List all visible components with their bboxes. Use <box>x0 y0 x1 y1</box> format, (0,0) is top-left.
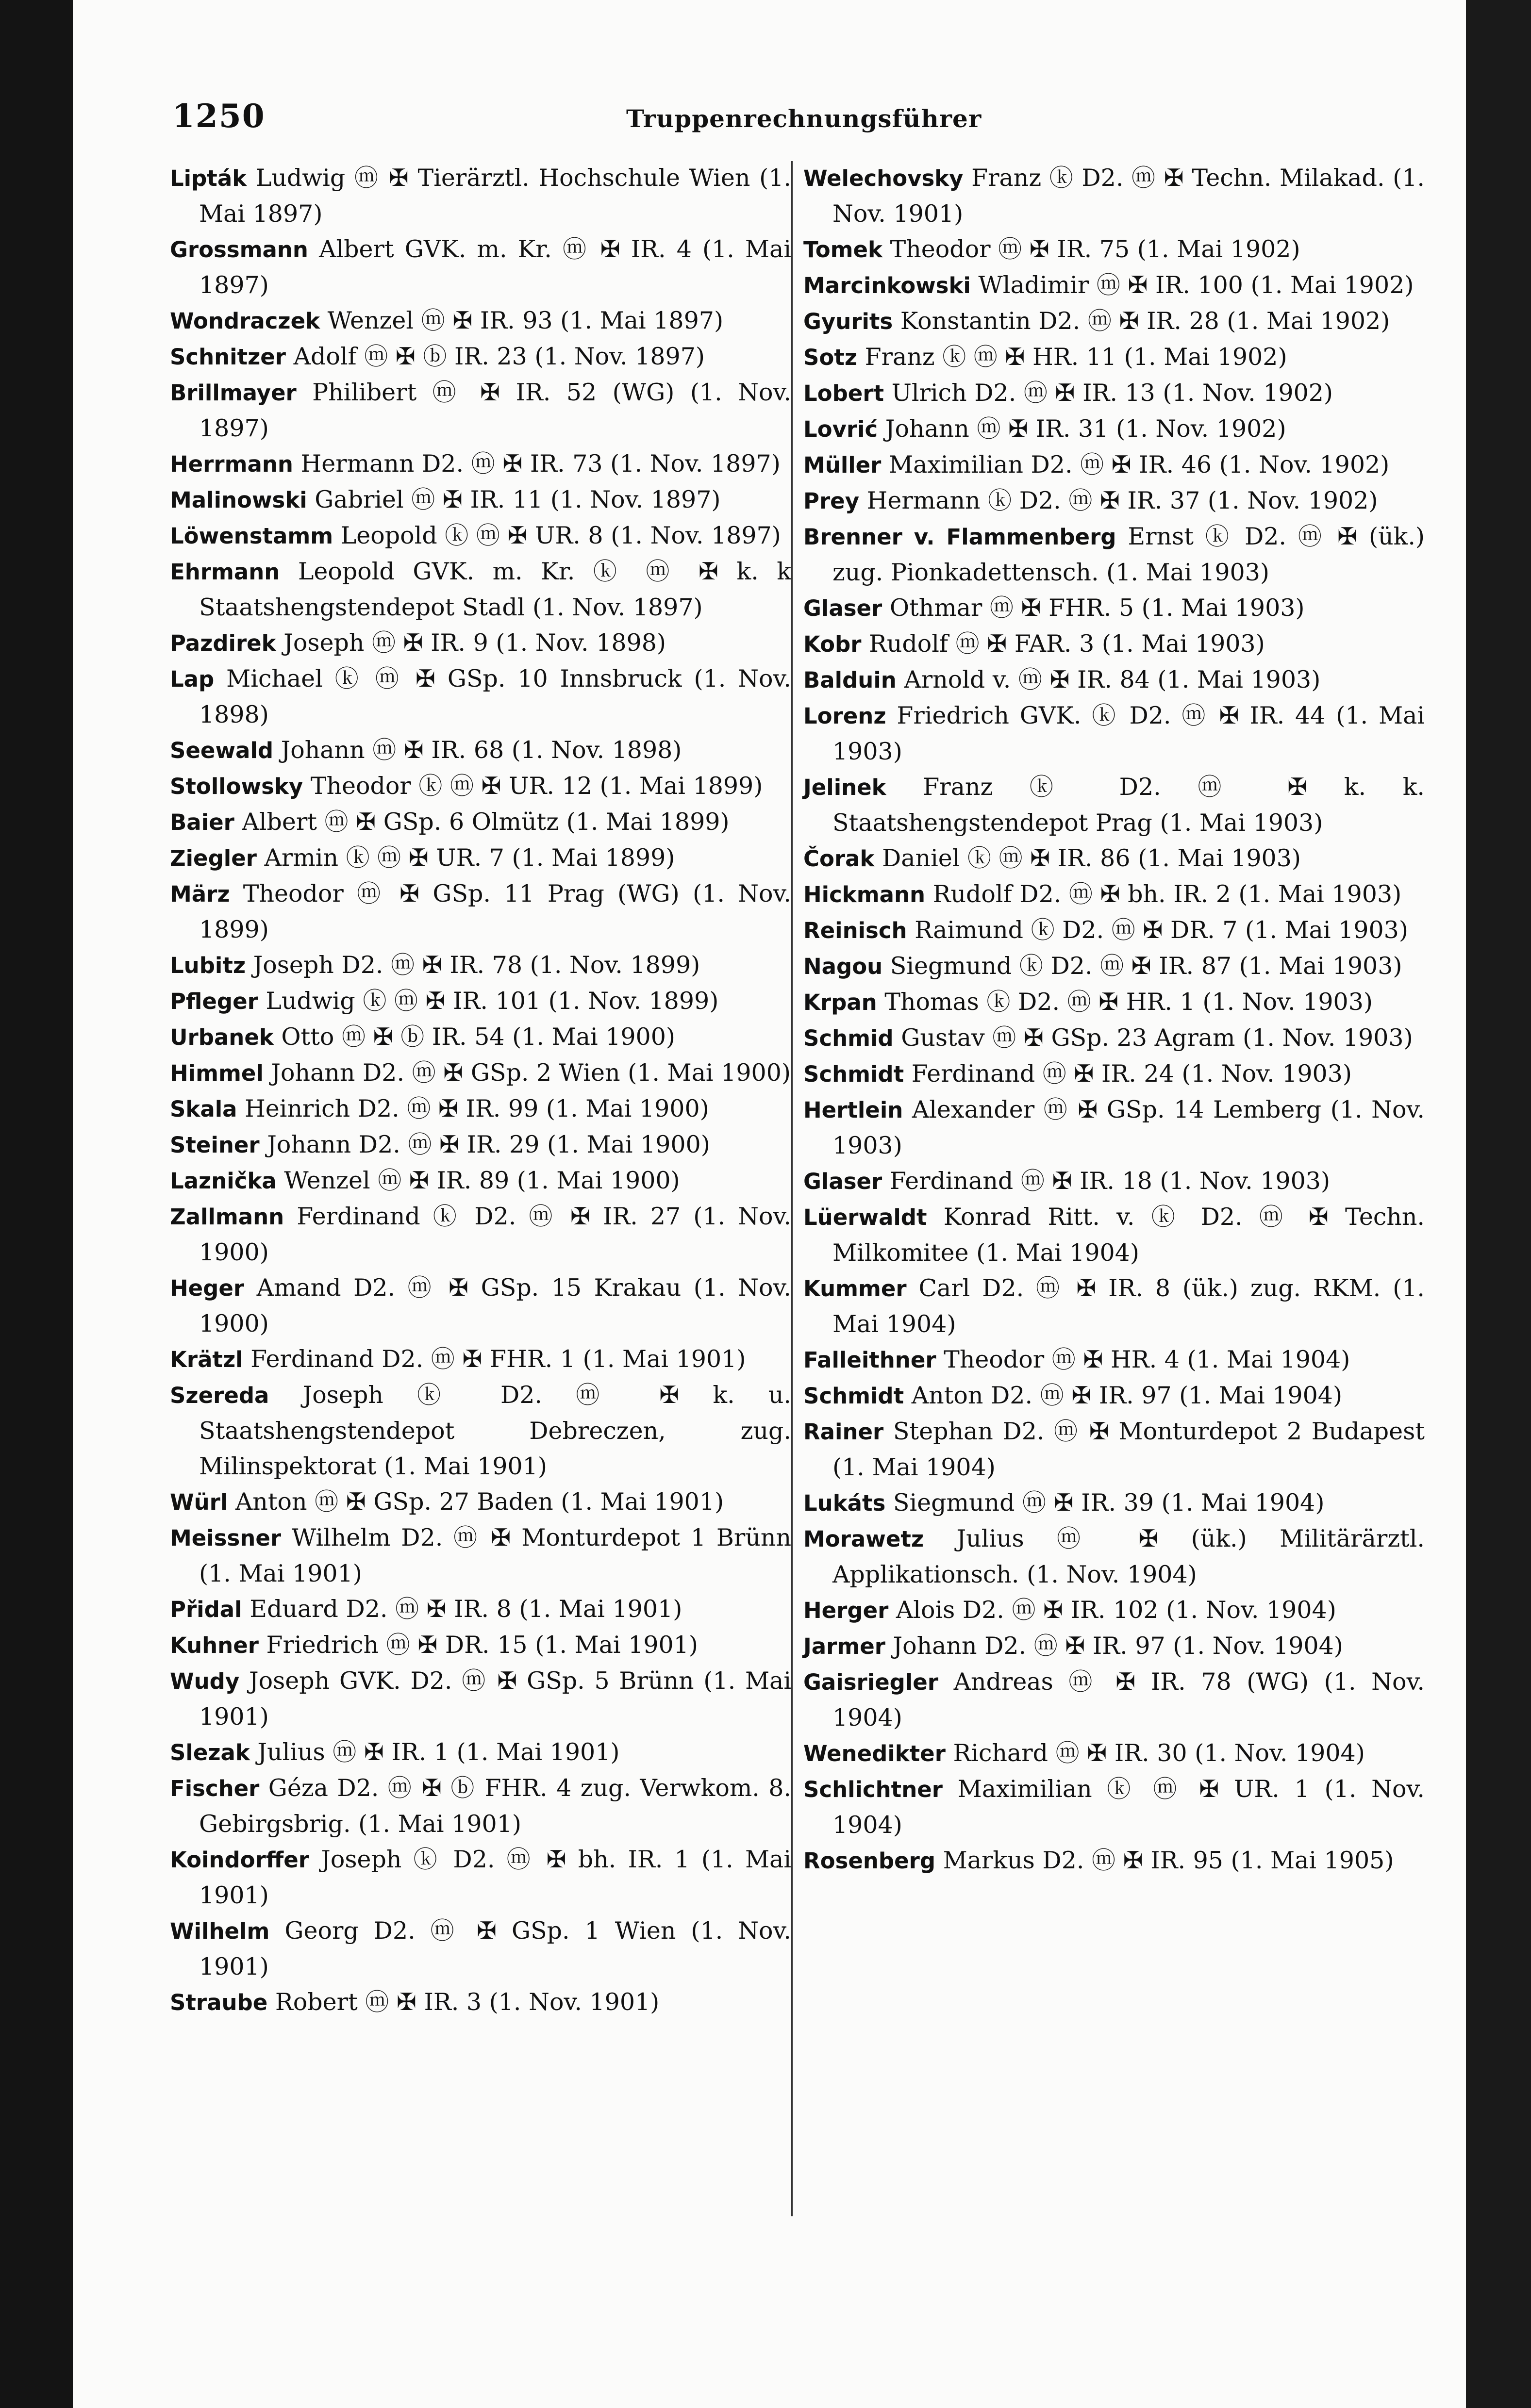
entry-surname: Rainer <box>803 1419 884 1445</box>
entry-surname: Baier <box>170 809 234 835</box>
entry-details: Leopold GVK. m. Kr. ⓚ ⓜ ✠ k. k Staatshengstendepot Stadl (1. Nov. 1897) <box>199 558 791 621</box>
entry-details: Rudolf D2. ⓜ ✠ bh. IR. 2 (1. Mai 1903) <box>932 880 1402 908</box>
entry-surname: März <box>170 881 230 907</box>
entry-surname: Přidal <box>170 1597 242 1622</box>
left-column <box>170 160 791 2020</box>
entry-details: Theodor ⓚ ⓜ ✠ UR. 12 (1. Mai 1899) <box>310 772 763 800</box>
entry-details: Georg D2. ⓜ ✠ GSp. 1 Wien (1. Nov. 1901) <box>199 1917 791 1980</box>
entry-surname: Glaser <box>803 595 882 621</box>
register-entry <box>170 1199 791 1270</box>
register-entry <box>803 626 1425 662</box>
entry-surname: Skala <box>170 1096 237 1122</box>
register-entry <box>170 768 791 804</box>
register-entry <box>170 625 791 661</box>
right-column <box>803 160 1425 1879</box>
register-entry <box>170 1663 791 1734</box>
entry-details: Julius ⓜ ✠ (ük.) Militärärztl. Applikationsch. (1. Nov. 1904) <box>832 1525 1425 1588</box>
entry-details: Arnold v. ⓜ ✠ IR. 84 (1. Mai 1903) <box>904 666 1321 693</box>
register-entry <box>170 518 791 554</box>
register-entry <box>170 1341 791 1377</box>
entry-details: Amand D2. ⓜ ✠ GSp. 15 Krakau (1. Nov. 1900) <box>199 1274 791 1337</box>
entry-details: Eduard D2. ⓜ ✠ IR. 8 (1. Mai 1901) <box>250 1595 682 1623</box>
entry-details: Adolf ⓜ ✠ ⓑ IR. 23 (1. Nov. 1897) <box>293 343 705 370</box>
register-entry <box>803 590 1425 626</box>
entry-details: Thomas ⓚ D2. ⓜ ✠ HR. 1 (1. Nov. 1903) <box>884 988 1373 1016</box>
scan-border-left <box>0 0 73 2408</box>
entry-details: Ludwig ⓜ ✠ Tierärztl. Hochschule Wien (1. Mai 1897) <box>199 164 792 228</box>
register-entry <box>803 1056 1425 1092</box>
entry-surname: Lobert <box>803 380 884 406</box>
entry-surname: Marcinkowski <box>803 273 971 298</box>
entry-surname: Sotz <box>803 345 858 370</box>
entry-surname: Nagou <box>803 954 883 979</box>
entry-details: Ferdinand ⓚ D2. ⓜ ✠ IR. 27 (1. Nov. 1900) <box>199 1203 792 1266</box>
register-entry <box>803 1592 1425 1628</box>
register-entry <box>170 1770 791 1842</box>
entry-details: Franz ⓚ D2. ⓜ ✠ Techn. Milakad. (1. Nov. 1901) <box>832 164 1425 228</box>
entry-surname: Müller <box>803 452 882 478</box>
entry-surname: Schmidt <box>803 1061 904 1087</box>
entry-details: Alexander ⓜ ✠ GSp. 14 Lemberg (1. Nov. 1903) <box>832 1096 1425 1159</box>
entry-surname: Glaser <box>803 1169 882 1194</box>
entry-surname: Urbanek <box>170 1024 274 1050</box>
entry-surname: Ehrmann <box>170 559 280 585</box>
entry-details: Siegmund ⓜ ✠ IR. 39 (1. Mai 1904) <box>893 1489 1325 1517</box>
entry-surname: Falleithner <box>803 1347 936 1373</box>
entry-surname: Fischer <box>170 1776 260 1801</box>
entry-details: Ferdinand D2. ⓜ ✠ FHR. 1 (1. Mai 1901) <box>250 1345 746 1373</box>
entry-details: Konrad Ritt. v. ⓚ D2. ⓜ ✠ Techn. Milkomitee (1. Mai 1904) <box>832 1203 1425 1267</box>
register-entry <box>803 303 1425 339</box>
entry-details: Ferdinand ⓜ ✠ IR. 24 (1. Nov. 1903) <box>911 1060 1352 1088</box>
entry-surname: Prey <box>803 488 860 514</box>
register-entry <box>803 1342 1425 1378</box>
entry-surname: Straube <box>170 1990 268 2015</box>
register-entry <box>803 483 1425 519</box>
register-entry <box>170 1127 791 1163</box>
entry-surname: Wudy <box>170 1668 240 1694</box>
entry-details: Markus D2. ⓜ ✠ IR. 95 (1. Mai 1905) <box>943 1847 1394 1874</box>
entry-details: Joseph ⓚ D2. ⓜ ✠ k. u. Staatshengstendepot Debreczen, zug. Milinspektorat (1. Mai 1901) <box>199 1381 791 1480</box>
register-entry <box>803 1092 1425 1163</box>
entry-details: Heinrich D2. ⓜ ✠ IR. 99 (1. Mai 1900) <box>245 1095 709 1122</box>
entry-surname: Seewald <box>170 738 274 763</box>
entry-surname: Lüerwaldt <box>803 1204 927 1230</box>
entry-details: Andreas ⓜ ✠ IR. 78 (WG) (1. Nov. 1904) <box>832 1668 1425 1732</box>
entry-surname: Pfleger <box>170 989 258 1014</box>
entry-details: Johann D2. ⓜ ✠ IR. 97 (1. Nov. 1904) <box>893 1632 1343 1660</box>
register-entry <box>170 947 791 983</box>
entry-details: Hermann ⓚ D2. ⓜ ✠ IR. 37 (1. Nov. 1902) <box>866 487 1378 514</box>
register-entry <box>170 876 791 947</box>
register-entry <box>170 1520 791 1591</box>
entry-details: Richard ⓜ ✠ IR. 30 (1. Nov. 1904) <box>953 1739 1365 1767</box>
entry-surname: Hickmann <box>803 882 926 907</box>
entry-surname: Herger <box>803 1598 889 1623</box>
register-entry <box>170 1842 791 1913</box>
entry-surname: Wenedikter <box>803 1741 946 1766</box>
register-entry <box>803 769 1425 841</box>
register-entry <box>803 1664 1425 1735</box>
register-entry <box>803 1771 1425 1843</box>
entry-surname: Würl <box>170 1489 228 1515</box>
entry-surname: Welechovsky <box>803 165 964 191</box>
register-entry <box>803 1163 1425 1199</box>
entry-surname: Wondraczek <box>170 308 320 334</box>
entry-surname: Tomek <box>803 237 882 263</box>
entry-details: Johann D2. ⓜ ✠ GSp. 2 Wien (1. Mai 1900) <box>271 1059 791 1087</box>
register-entry <box>803 948 1425 984</box>
register-entry <box>170 303 791 339</box>
entry-surname: Lipták <box>170 165 247 191</box>
entry-details: Wilhelm D2. ⓜ ✠ Monturdepot 1 Brünn (1. Mai 1901) <box>199 1524 791 1587</box>
entry-surname: Löwenstamm <box>170 523 333 549</box>
entry-details: Franz ⓚ ⓜ ✠ HR. 11 (1. Mai 1902) <box>865 343 1287 371</box>
entry-details: Ernst ⓚ D2. ⓜ ✠ (ük.) zug. Pionkadettensch. (1. Mai 1903) <box>832 523 1425 586</box>
register-entry <box>170 1484 791 1520</box>
entry-surname: Schlichtner <box>803 1777 943 1802</box>
entry-surname: Brenner v. Flammenberg <box>803 524 1116 550</box>
entry-details: Albert ⓜ ✠ GSp. 6 Olmütz (1. Mai 1899) <box>242 808 730 836</box>
entry-details: Joseph GVK. D2. ⓜ ✠ GSp. 5 Brünn (1. Mai 1901) <box>199 1667 792 1731</box>
entry-details: Ludwig ⓚ ⓜ ✠ IR. 101 (1. Nov. 1899) <box>266 987 719 1015</box>
entry-surname: Lovrić <box>803 416 878 442</box>
entry-details: Maximilian D2. ⓜ ✠ IR. 46 (1. Nov. 1902) <box>888 451 1390 478</box>
entry-surname: Lap <box>170 666 215 692</box>
entry-details: Rudolf ⓜ ✠ FAR. 3 (1. Mai 1903) <box>868 630 1265 658</box>
register-entry <box>803 662 1425 698</box>
register-entry <box>170 554 791 625</box>
register-entry <box>803 1020 1425 1056</box>
entry-surname: Schmidt <box>803 1383 904 1409</box>
entry-details: Alois D2. ⓜ ✠ IR. 102 (1. Nov. 1904) <box>896 1596 1336 1624</box>
register-entry <box>803 1378 1425 1414</box>
register-entry <box>803 841 1425 876</box>
running-head: Truppenrechnungsführer <box>626 104 982 133</box>
entry-surname: Laznička <box>170 1168 277 1194</box>
entry-surname: Malinowski <box>170 487 307 513</box>
entry-details: Johann ⓜ ✠ IR. 31 (1. Nov. 1902) <box>885 415 1286 443</box>
register-entry <box>803 411 1425 447</box>
entry-details: Anton D2. ⓜ ✠ IR. 97 (1. Mai 1904) <box>911 1382 1343 1409</box>
entry-surname: Slezak <box>170 1740 250 1765</box>
entry-surname: Krätzl <box>170 1347 243 1372</box>
register-entry <box>170 661 791 732</box>
entry-details: Friedrich GVK. ⓚ D2. ⓜ ✠ IR. 44 (1. Mai 1903) <box>832 702 1425 765</box>
register-entry <box>170 1984 791 2020</box>
entry-details: Michael ⓚ ⓜ ✠ GSp. 10 Innsbruck (1. Nov. 1898) <box>199 665 792 728</box>
entry-surname: Pazdirek <box>170 630 276 656</box>
entry-details: Otto ⓜ ✠ ⓑ IR. 54 (1. Mai 1900) <box>281 1023 676 1051</box>
register-entry <box>170 1163 791 1199</box>
entry-details: Wladimir ⓜ ✠ IR. 100 (1. Mai 1902) <box>978 271 1414 299</box>
register-entry <box>170 1377 791 1484</box>
entry-details: Joseph ⓜ ✠ IR. 9 (1. Nov. 1898) <box>283 629 666 657</box>
entry-surname: Lukáts <box>803 1490 886 1516</box>
entry-surname: Rosenberg <box>803 1848 936 1874</box>
entry-details: Philibert ⓜ ✠ IR. 52 (WG) (1. Nov. 1897) <box>199 379 791 442</box>
entry-details: Siegmund ⓚ D2. ⓜ ✠ IR. 87 (1. Mai 1903) <box>890 952 1402 980</box>
entry-surname: Čorak <box>803 846 875 872</box>
register-entry <box>170 983 791 1019</box>
entry-details: Leopold ⓚ ⓜ ✠ UR. 8 (1. Nov. 1897) <box>340 522 781 549</box>
register-entry <box>170 160 791 231</box>
entry-details: Joseph D2. ⓜ ✠ IR. 78 (1. Nov. 1899) <box>253 951 700 979</box>
entry-surname: Krpan <box>803 990 877 1015</box>
entry-surname: Brillmayer <box>170 380 297 406</box>
register-entry <box>803 1735 1425 1771</box>
entry-details: Johann D2. ⓜ ✠ IR. 29 (1. Mai 1900) <box>267 1131 710 1158</box>
register-entry <box>170 231 791 303</box>
register-entry <box>170 375 791 446</box>
column-divider <box>791 161 793 2216</box>
register-entry <box>170 732 791 768</box>
entry-surname: Reinisch <box>803 918 907 943</box>
entry-surname: Koindorffer <box>170 1847 309 1873</box>
entry-details: Theodor ⓜ ✠ GSp. 11 Prag (WG) (1. Nov. 1899) <box>199 880 791 943</box>
register-entry <box>170 339 791 375</box>
entry-details: Robert ⓜ ✠ IR. 3 (1. Nov. 1901) <box>275 1988 660 2016</box>
register-entry <box>803 912 1425 948</box>
entry-details: Hermann D2. ⓜ ✠ IR. 73 (1. Nov. 1897) <box>300 450 781 478</box>
register-entry <box>803 984 1425 1020</box>
entry-surname: Schnitzer <box>170 344 286 370</box>
register-entry <box>803 1485 1425 1521</box>
entry-surname: Kuhner <box>170 1633 259 1658</box>
entry-surname: Gyurits <box>803 309 893 334</box>
entry-details: Daniel ⓚ ⓜ ✠ IR. 86 (1. Mai 1903) <box>882 844 1301 872</box>
entry-details: Gustav ⓜ ✠ GSp. 23 Agram (1. Nov. 1903) <box>901 1024 1413 1052</box>
register-entry <box>803 375 1425 411</box>
entry-surname: Hertlein <box>803 1097 903 1123</box>
entry-surname: Heger <box>170 1275 245 1301</box>
scan-border-right <box>1466 0 1531 2408</box>
entry-details: Gabriel ⓜ ✠ IR. 11 (1. Nov. 1897) <box>315 486 721 513</box>
entry-surname: Kummer <box>803 1276 907 1302</box>
register-entry <box>170 1270 791 1341</box>
entry-surname: Himmel <box>170 1060 264 1086</box>
register-entry <box>803 1270 1425 1342</box>
register-entry <box>803 1843 1425 1879</box>
register-entry <box>170 1734 791 1770</box>
register-entry <box>803 447 1425 483</box>
register-entry <box>803 698 1425 769</box>
entry-details: Ulrich D2. ⓜ ✠ IR. 13 (1. Nov. 1902) <box>891 379 1333 407</box>
entry-surname: Wilhelm <box>170 1918 270 1944</box>
entry-details: Konstantin D2. ⓜ ✠ IR. 28 (1. Mai 1902) <box>900 307 1390 335</box>
entry-details: Theodor ⓜ ✠ HR. 4 (1. Mai 1904) <box>944 1346 1350 1373</box>
register-entry <box>803 1521 1425 1592</box>
entry-details: Maximilian ⓚ ⓜ ✠ UR. 1 (1. Nov. 1904) <box>832 1775 1425 1839</box>
entry-details: Joseph ⓚ D2. ⓜ ✠ bh. IR. 1 (1. Mai 1901) <box>199 1846 792 1909</box>
register-entry <box>803 1414 1425 1485</box>
register-entry <box>170 1913 791 1984</box>
entry-surname: Ziegler <box>170 845 257 871</box>
entry-surname: Balduin <box>803 667 897 693</box>
entry-surname: Grossmann <box>170 237 308 263</box>
entry-details: Anton ⓜ ✠ GSp. 27 Baden (1. Mai 1901) <box>235 1488 724 1516</box>
entry-surname: Jelinek <box>803 775 886 800</box>
entry-details: Othmar ⓜ ✠ FHR. 5 (1. Mai 1903) <box>889 594 1305 622</box>
entry-details: Armin ⓚ ⓜ ✠ UR. 7 (1. Mai 1899) <box>264 844 675 872</box>
entry-surname: Zallmann <box>170 1204 284 1230</box>
register-entry <box>170 804 791 840</box>
entry-details: Theodor ⓜ ✠ IR. 75 (1. Mai 1902) <box>890 235 1300 263</box>
entry-details: Albert GVK. m. Kr. ⓜ ✠ IR. 4 (1. Mai 1897) <box>199 235 791 299</box>
entry-details: Stephan D2. ⓜ ✠ Monturdepot 2 Budapest (1. Mai 1904) <box>832 1418 1425 1481</box>
entry-details: Franz ⓚ D2. ⓜ ✠ k. k. Staatshengstendepot Prag (1. Mai 1903) <box>832 773 1425 837</box>
register-entry <box>170 1591 791 1627</box>
entry-details: Géza D2. ⓜ ✠ ⓑ FHR. 4 zug. Verwkom. 8. Gebirgsbrig. (1. Mai 1901) <box>199 1774 792 1838</box>
entry-details: Wenzel ⓜ ✠ IR. 93 (1. Mai 1897) <box>327 307 724 334</box>
entry-surname: Morawetz <box>803 1526 924 1552</box>
register-entry <box>170 1055 791 1091</box>
register-entry <box>170 840 791 876</box>
entry-surname: Szereda <box>170 1383 269 1408</box>
register-entry <box>803 1199 1425 1270</box>
register-entry <box>803 1628 1425 1664</box>
register-entry <box>803 267 1425 303</box>
entry-surname: Jarmer <box>803 1633 885 1659</box>
register-entry <box>170 1019 791 1055</box>
entry-details: Julius ⓜ ✠ IR. 1 (1. Mai 1901) <box>257 1738 620 1766</box>
entry-surname: Lubitz <box>170 953 246 978</box>
entry-surname: Schmid <box>803 1025 894 1051</box>
entry-surname: Lorenz <box>803 703 886 729</box>
entry-surname: Herrmann <box>170 451 293 477</box>
register-entry <box>803 519 1425 590</box>
entry-details: Johann ⓜ ✠ IR. 68 (1. Nov. 1898) <box>281 736 682 764</box>
register-entry <box>803 231 1425 267</box>
entry-details: Wenzel ⓜ ✠ IR. 89 (1. Mai 1900) <box>284 1167 680 1194</box>
entry-details: Ferdinand ⓜ ✠ IR. 18 (1. Nov. 1903) <box>889 1167 1331 1195</box>
entry-surname: Stollowsky <box>170 774 303 799</box>
register-entry <box>803 339 1425 375</box>
entry-surname: Steiner <box>170 1132 260 1158</box>
register-entry <box>170 1091 791 1127</box>
register-entry <box>170 482 791 518</box>
entry-surname: Meissner <box>170 1525 282 1551</box>
register-entry <box>170 446 791 482</box>
entry-details: Friedrich ⓜ ✠ DR. 15 (1. Mai 1901) <box>266 1631 698 1659</box>
entry-surname: Kobr <box>803 631 862 657</box>
entry-details: Carl D2. ⓜ ✠ IR. 8 (ük.) zug. RKM. (1. Mai 1904) <box>832 1274 1425 1338</box>
register-entry <box>803 876 1425 912</box>
entry-details: Raimund ⓚ D2. ⓜ ✠ DR. 7 (1. Mai 1903) <box>915 916 1408 944</box>
page-number: 1250 <box>172 97 266 135</box>
register-entry <box>803 160 1425 231</box>
register-entry <box>170 1627 791 1663</box>
entry-surname: Gaisriegler <box>803 1669 938 1695</box>
